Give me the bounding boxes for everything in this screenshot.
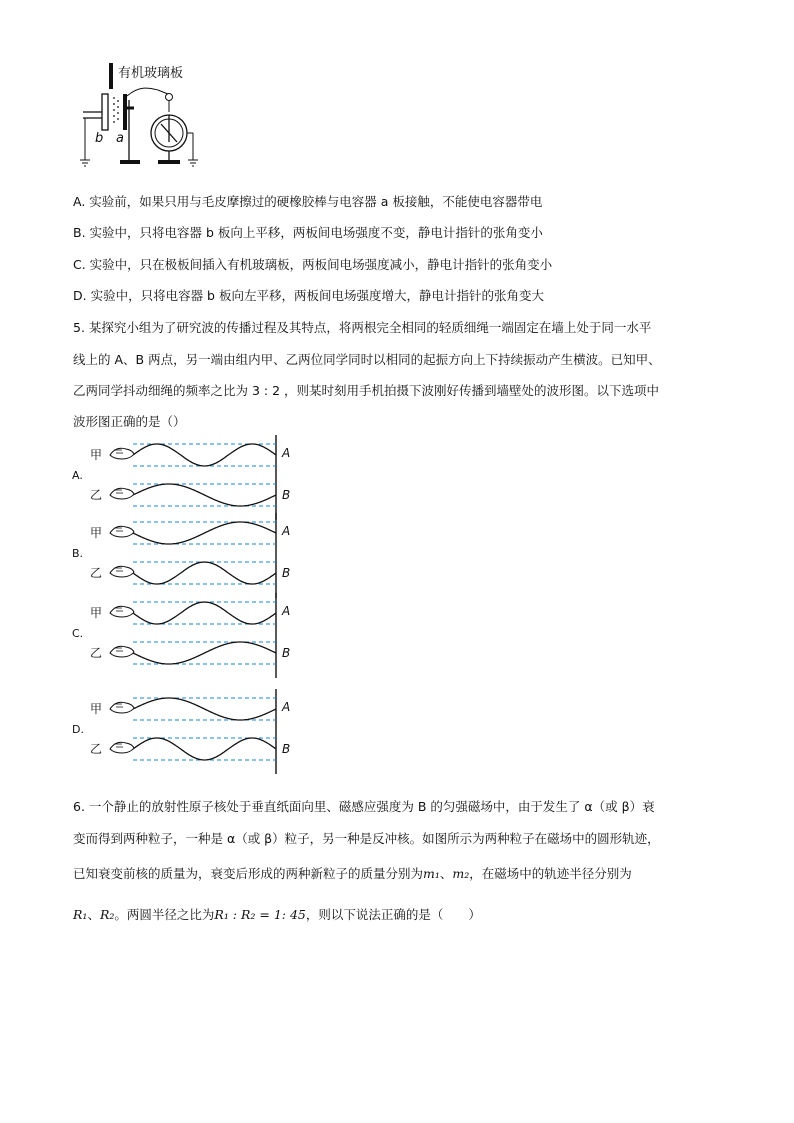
wave-option-label: D. [72, 723, 84, 736]
wave-option-label: C. [72, 627, 84, 640]
hand-icon [110, 448, 134, 459]
hand-icon [110, 526, 134, 537]
wave-option-label: B. [72, 547, 84, 560]
person-jia-label: 甲 [90, 448, 103, 462]
q4-option-a: A. 实验前，如果只用与毛皮摩擦过的硬橡胶棒与电容器 a 板接触，不能使电容器带电 [73, 194, 543, 209]
q6-line-4-post: ，则以下说法正确的是（ ） [305, 907, 481, 922]
q6-line-2: 变而得到两种粒子，一种是 α（或 β）粒子，另一种是反冲核。如图所示为两种粒子在磁场中的圆形轨迹， [73, 831, 660, 846]
top-rope-wave [133, 444, 276, 466]
hand-icon [110, 702, 134, 713]
q6-line-1: 6. 一个静止的放射性原子核处于垂直纸面向里、磁感应强度为 B 的匀强磁场中，由于发生了 α（或 β）衰 [73, 799, 655, 814]
bottom-rope-wave [133, 738, 276, 760]
bottom-rope-wave [133, 484, 276, 506]
mass-m1: m₁ [423, 866, 440, 881]
point-a-label: A [282, 524, 291, 538]
q6-line-3-post: ，在磁场中的轨迹半径分别为 [469, 866, 632, 881]
hand-icon [110, 646, 134, 657]
q6-line-4-mid: 。两圆半径之比为 [114, 907, 215, 922]
person-jia-label: 甲 [90, 526, 103, 540]
q5-line-4: 波形图正确的是（） [73, 414, 186, 429]
wave-option-label: A. [72, 469, 83, 482]
bottom-rope-wave [133, 562, 276, 584]
capacitor-electrometer-figure [80, 60, 210, 175]
point-a-label: A [282, 446, 291, 460]
person-yi-label: 乙 [90, 646, 103, 660]
q4-option-d: D. 实验中，只将电容器 b 板向左平移，两板间电场强度增大，静电计指针的张角变大 [73, 288, 544, 303]
mass-m2: m₂ [452, 866, 470, 881]
point-b-label: B [282, 488, 291, 502]
hand-icon [110, 606, 134, 617]
person-jia-label: 甲 [90, 606, 103, 620]
point-b-label: B [282, 566, 291, 580]
q6-line-4 [73, 905, 481, 923]
person-yi-label: 乙 [90, 566, 103, 580]
hand-icon [110, 742, 134, 753]
top-rope-wave [133, 698, 276, 720]
person-yi-label: 乙 [90, 742, 103, 756]
point-b-label: B [282, 742, 291, 756]
radius-r2: R₂ [99, 907, 115, 922]
bottom-rope-wave [133, 642, 276, 664]
hand-icon [110, 566, 134, 577]
radius-separator: 、 [87, 907, 100, 922]
point-a-label: A [282, 700, 291, 714]
glass-plate-label: 有机玻璃板 [118, 66, 184, 81]
person-yi-label: 乙 [90, 488, 103, 502]
hand-icon [110, 488, 134, 499]
plate-b-label: b [95, 131, 104, 146]
radius-ratio: R₁ : R₂ = 1: 45 [214, 907, 306, 922]
q4-option-c: C. 实验中，只在极板间插入有机玻璃板，两板间电场强度减小，静电计指针的张角变小 [73, 257, 553, 272]
q4-option-b: B. 实验中，只将电容器 b 板向上平移，两板间电场强度不变，静电计指针的张角变小 [73, 225, 543, 240]
plate-a-label: a [116, 131, 124, 146]
wave-options-figure [0, 430, 794, 790]
person-jia-label: 甲 [90, 702, 103, 716]
radius-r1: R₁ [73, 907, 88, 922]
point-a-label: A [282, 604, 291, 618]
mass-separator: 、 [439, 866, 453, 881]
q5-line-1: 5. 某探究小组为了研究波的传播过程及其特点，将两根完全相同的轻质细绳一端固定在墙上处于同一水平 [73, 320, 652, 335]
top-rope-wave [133, 522, 276, 544]
q5-line-3: 乙两同学抖动细绳的频率之比为 3 : 2 ，则某时刻用手机拍摄下波刚好传播到墙壁处的波形图。以下选项中 [73, 383, 660, 398]
q5-line-2: 线上的 A、B 两点，另一端由组内甲、乙两位同学同时以相同的起振方向上下持续振动产生横波。已知甲、 [73, 352, 661, 367]
q6-line-3 [73, 864, 632, 882]
point-b-label: B [282, 646, 291, 660]
q6-line-3-pre: 已知衰变前核的质量为，衰变后形成的两种新粒子的质量分别为 [73, 866, 424, 881]
top-rope-wave [133, 602, 276, 624]
